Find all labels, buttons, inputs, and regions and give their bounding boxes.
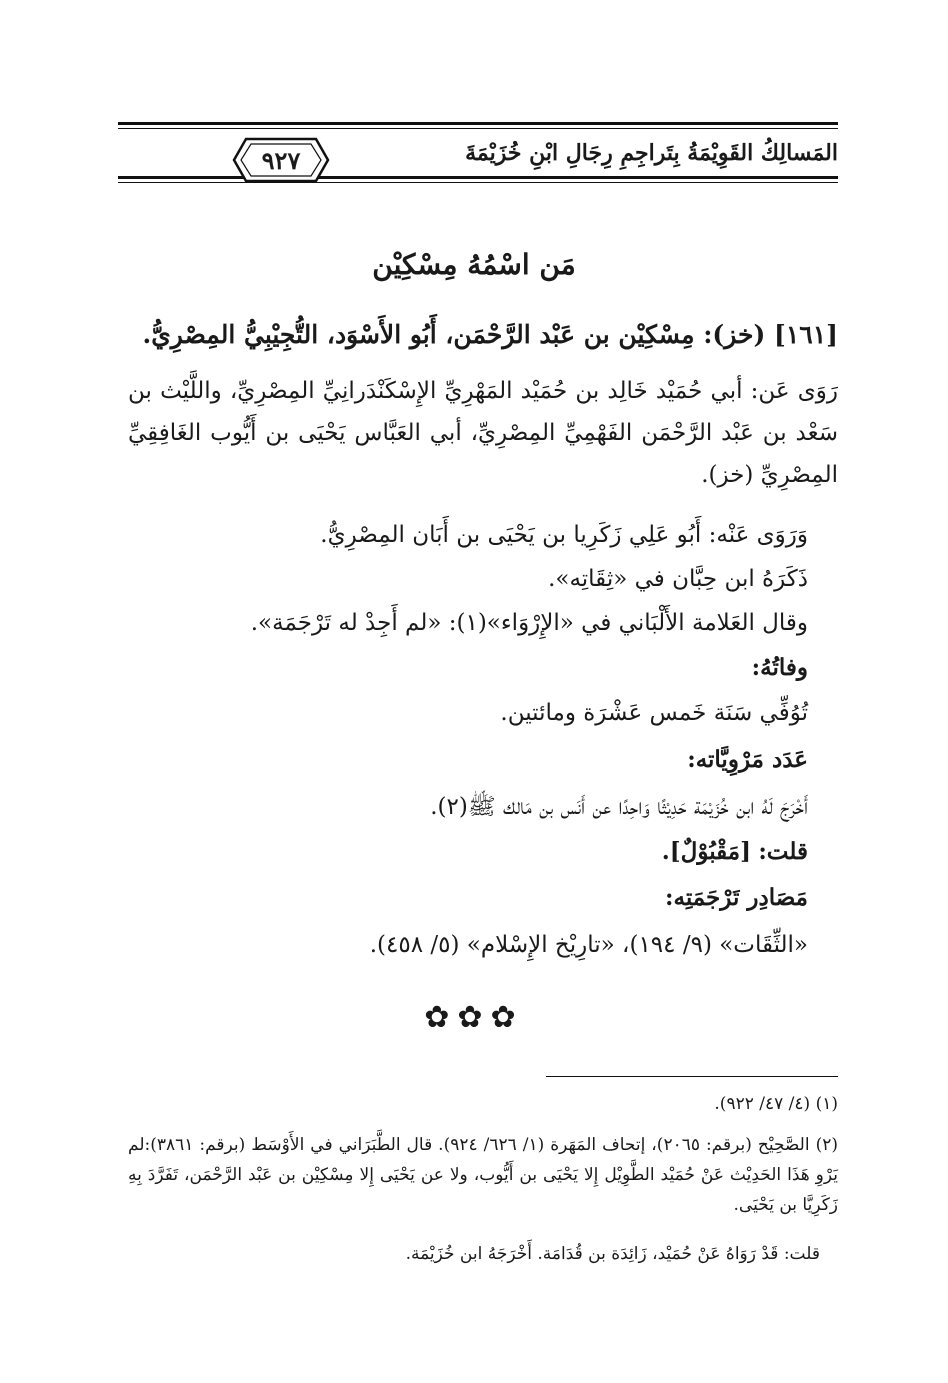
verdict-value: [مَقْبُوْلٌ]. — [661, 838, 751, 865]
footnote-2: (٢) الصَّحِيْح (برقم: ٢٠٦٥)، إتحاف المَهَرة (١/ ٦٢٦/ ٩٢٤). قال الطَّبَرَاني في الأَوْسَط (برقم: ٣٨٦١):لم يَرْوِ هَذَا الحَدِيْث عَنْ حُمَيْد الطَّوِيْل إِلا يَحْيَى بن أَيُّوب، ولا عن يَحْيَى إِلا مِسْكِيْن بن عَبْد الرَّحْمَن، تَفَرَّدَ بِهِ زَكَرِيَّا بن يَحْيَى. — [128, 1135, 838, 1215]
narrations-count-line: أَخْرَجَ لَهُ ابن خُزَيْمَة حَدِيْثًا وَاحِدًا عن أَنَس بن مَالك ﷺ(٢). — [430, 794, 808, 820]
narrations-count-label: عَدَد مَرْوِيَّاته: — [687, 746, 808, 773]
footnote-divider — [546, 1076, 838, 1077]
header-rule-top — [118, 122, 838, 125]
verdict-line — [662, 838, 808, 865]
section-title: مَن اسْمُهُ مِسْكِيْن — [372, 248, 576, 281]
entry-heading: [١٦١] (خز): مِسْكِيْن بن عَبْد الرَّحْمَن، أَبُو الأَسْوَد، التُّجِيْبِيُّ المِصْرِيُّ. — [142, 320, 838, 349]
verdict-label: قلت: — [758, 838, 808, 865]
narrated-from-paragraph: رَوَى عَن: أبي حُمَيْد خَالِد بن حُمَيْد المَهْرِيِّ الإِسْكَنْدَرانِيِّ المِصْرِيِّ، واللَّيْث بن سَعْد بن عَبْد الرَّحْمَن الفَهْمِيِّ المِصْرِيِّ، أبي العَبَّاس يَحْيَى بن أَيُّوب الغَافِقِيِّ المِصْرِيِّ (خز). — [128, 378, 838, 488]
section-separator-ornament: ✿✿✿ — [424, 1000, 524, 1035]
footnote-2-qult: قلت: قَدْ رَوَاهُ عَنْ حُمَيْد، زَائِدَة بن قُدَامَة. أَخْرَجَهُ ابن خُزَيْمَة. — [405, 1244, 820, 1264]
page-number-frame — [232, 137, 330, 183]
header-rule-bottom-thin — [118, 182, 838, 183]
death-line: تُوُفِّي سَنَة خَمس عَشْرَة ومائتين. — [500, 700, 808, 726]
running-header-title: المَسالِكُ القَوِيْمَةُ بِتَراجِمِ رِجَالِ ابْنِ خُزَيْمَةَ — [465, 140, 838, 166]
footnote-1: (١) (٤/ ٤٧/ ٩٢٢). — [714, 1094, 838, 1114]
header-rule-top-thin — [118, 128, 838, 129]
death-label: وفاتُهُ: — [751, 654, 808, 681]
sources-label: مَصَادِر تَرْجَمَتِه: — [665, 884, 808, 911]
header-rule-bottom — [118, 176, 838, 179]
sources-line: «الثِّقَات» (٩/ ١٩٤)، «تارِيْخ الإِسْلام» (٥/ ٤٥٨). — [369, 932, 808, 958]
narrated-by-line: وَرَوَى عَنْه: أَبُو عَلِي زَكَرِيا بن يَحْيَى بن أَبَان المِصْرِيُّ. — [320, 522, 808, 548]
page-number: ٩٢٧ — [261, 145, 301, 175]
albani-line: وقال العَلامة الأَلْبَاني في «الإِرْوَاء»(١): «لم أَجِدْ له تَرْجَمَة». — [250, 610, 808, 636]
ibn-hibban-line: ذَكَرَهُ ابن حِبَّان في «ثِقَاتِه». — [548, 566, 808, 592]
